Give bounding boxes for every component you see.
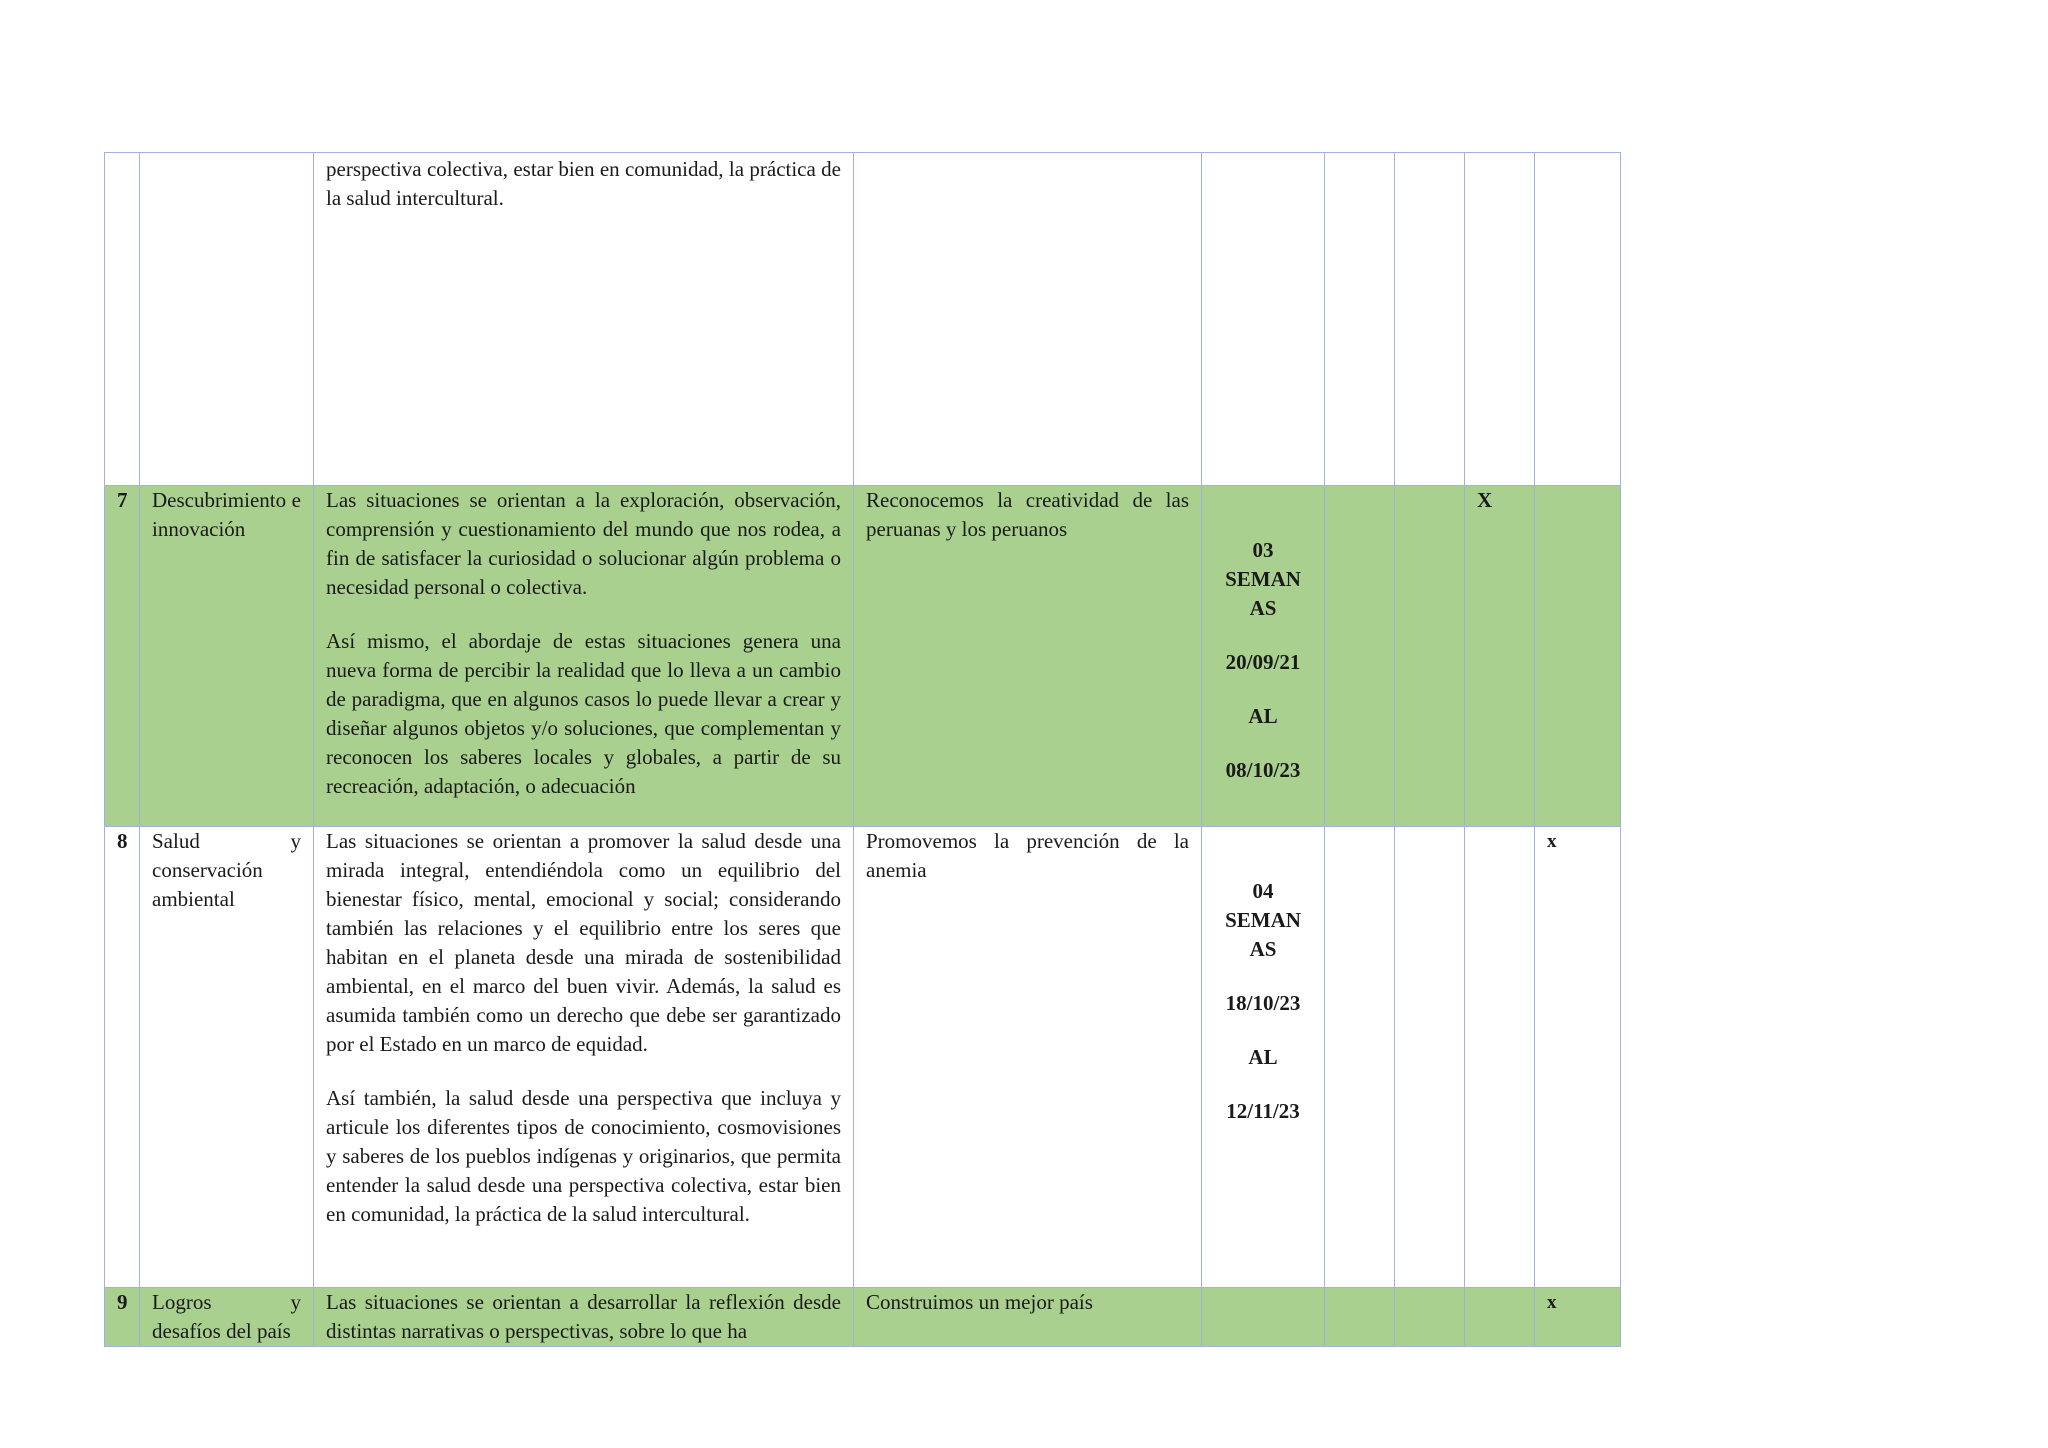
row-number: 8 (105, 827, 140, 1288)
mark-cell: x (1535, 1288, 1621, 1347)
description-cell (314, 827, 854, 1288)
table-row (105, 153, 1621, 486)
mark-cell (1325, 827, 1395, 1288)
mark-cell (1395, 486, 1465, 827)
start-date: 18/10/23 (1225, 991, 1301, 1015)
dates-cell (1202, 827, 1325, 1288)
description-paragraph: Así mismo, el abordaje de estas situaciones genera una nueva forma de percibir la realidad que lo lleva a un cambio de paradigma, que en algunos casos lo puede llevar a crear y diseñar algunos objetos y/o soluciones, que complementan y reconocen los saberes locales y globales, a partir de su recreación, adaptación, o adecuación (326, 629, 841, 798)
table-row (105, 1288, 1621, 1347)
topic-cell: Descubrimiento e innovación (140, 486, 314, 827)
table-row (105, 827, 1621, 1288)
mark-cell (1325, 153, 1395, 486)
project-cell: Reconocemos la creatividad de las peruanas y los peruanos (854, 486, 1202, 827)
duration-unit-part2: AS (1249, 596, 1277, 620)
date-connector: AL (1248, 1045, 1278, 1069)
mark-cell: X (1465, 486, 1535, 827)
description-paragraph: Las situaciones se orientan a promover la salud desde una mirada integral, entendiéndola como un equilibrio del bienestar físico, mental, emocional y social; considerando también las relaciones y el equilibrio entre los seres que habitan en el planeta desde una mirada de sostenibilidad ambiental, en el marco del buen vivir. Además, la salud es asumida también como un derecho que debe ser garantizado por el Estado en un marco de equidad. (326, 829, 841, 1056)
topic-cell: Salud y conservación ambiental (140, 827, 314, 1288)
mark-cell (1535, 486, 1621, 827)
description-cell (314, 1288, 854, 1347)
description-paragraph: Las situaciones se orientan a desarrollar la reflexión desde distintas narrativas o perspectivas, sobre lo que ha (326, 1290, 841, 1343)
duration-unit-part2: AS (1249, 937, 1277, 961)
mark-cell (1535, 153, 1621, 486)
mark-cell (1325, 1288, 1395, 1347)
start-date: 20/09/21 (1225, 650, 1301, 674)
dates-cell (1202, 486, 1325, 827)
mark-cell (1465, 827, 1535, 1288)
row-number: 7 (105, 486, 140, 827)
dates-cell (1202, 153, 1325, 486)
description-paragraph: perspectiva colectiva, estar bien en comunidad, la práctica de la salud intercultural. (326, 157, 841, 210)
duration-unit-part1: SEMAN (1225, 908, 1301, 932)
topic-cell: Logros y desafíos del país (140, 1288, 314, 1347)
end-date: 12/11/23 (1226, 1099, 1300, 1123)
row-number: 9 (105, 1288, 140, 1347)
topic-cell (140, 153, 314, 486)
table-row (105, 486, 1621, 827)
description-cell (314, 153, 854, 486)
planning-table (104, 152, 1621, 1347)
description-paragraph: Así también, la salud desde una perspectiva que incluya y articule los diferentes tipos de conocimiento, cosmovisiones y saberes de los pueblos indígenas y originarios, que permita entender la salud desde una perspectiva colectiva, estar bien en comunidad, la práctica de la salud intercultural. (326, 1086, 841, 1226)
mark-cell (1465, 1288, 1535, 1347)
mark-cell (1395, 827, 1465, 1288)
mark-cell (1465, 153, 1535, 486)
mark-cell (1325, 486, 1395, 827)
mark-cell (1395, 153, 1465, 486)
duration-number: 04 (1252, 879, 1274, 903)
row-number (105, 153, 140, 486)
project-cell (854, 153, 1202, 486)
project-cell: Promovemos la prevención de la anemia (854, 827, 1202, 1288)
duration-unit-part1: SEMAN (1225, 567, 1301, 591)
mark-cell (1395, 1288, 1465, 1347)
date-connector: AL (1248, 704, 1278, 728)
end-date: 08/10/23 (1225, 758, 1301, 782)
description-paragraph: Las situaciones se orientan a la exploración, observación, comprensión y cuestionamiento del mundo que nos rodea, a fin de satisfacer la curiosidad o solucionar algún problema o necesidad personal o colectiva. (326, 488, 841, 599)
dates-cell (1202, 1288, 1325, 1347)
mark-cell: x (1535, 827, 1621, 1288)
description-cell (314, 486, 854, 827)
project-cell: Construimos un mejor país (854, 1288, 1202, 1347)
duration-number: 03 (1252, 538, 1274, 562)
